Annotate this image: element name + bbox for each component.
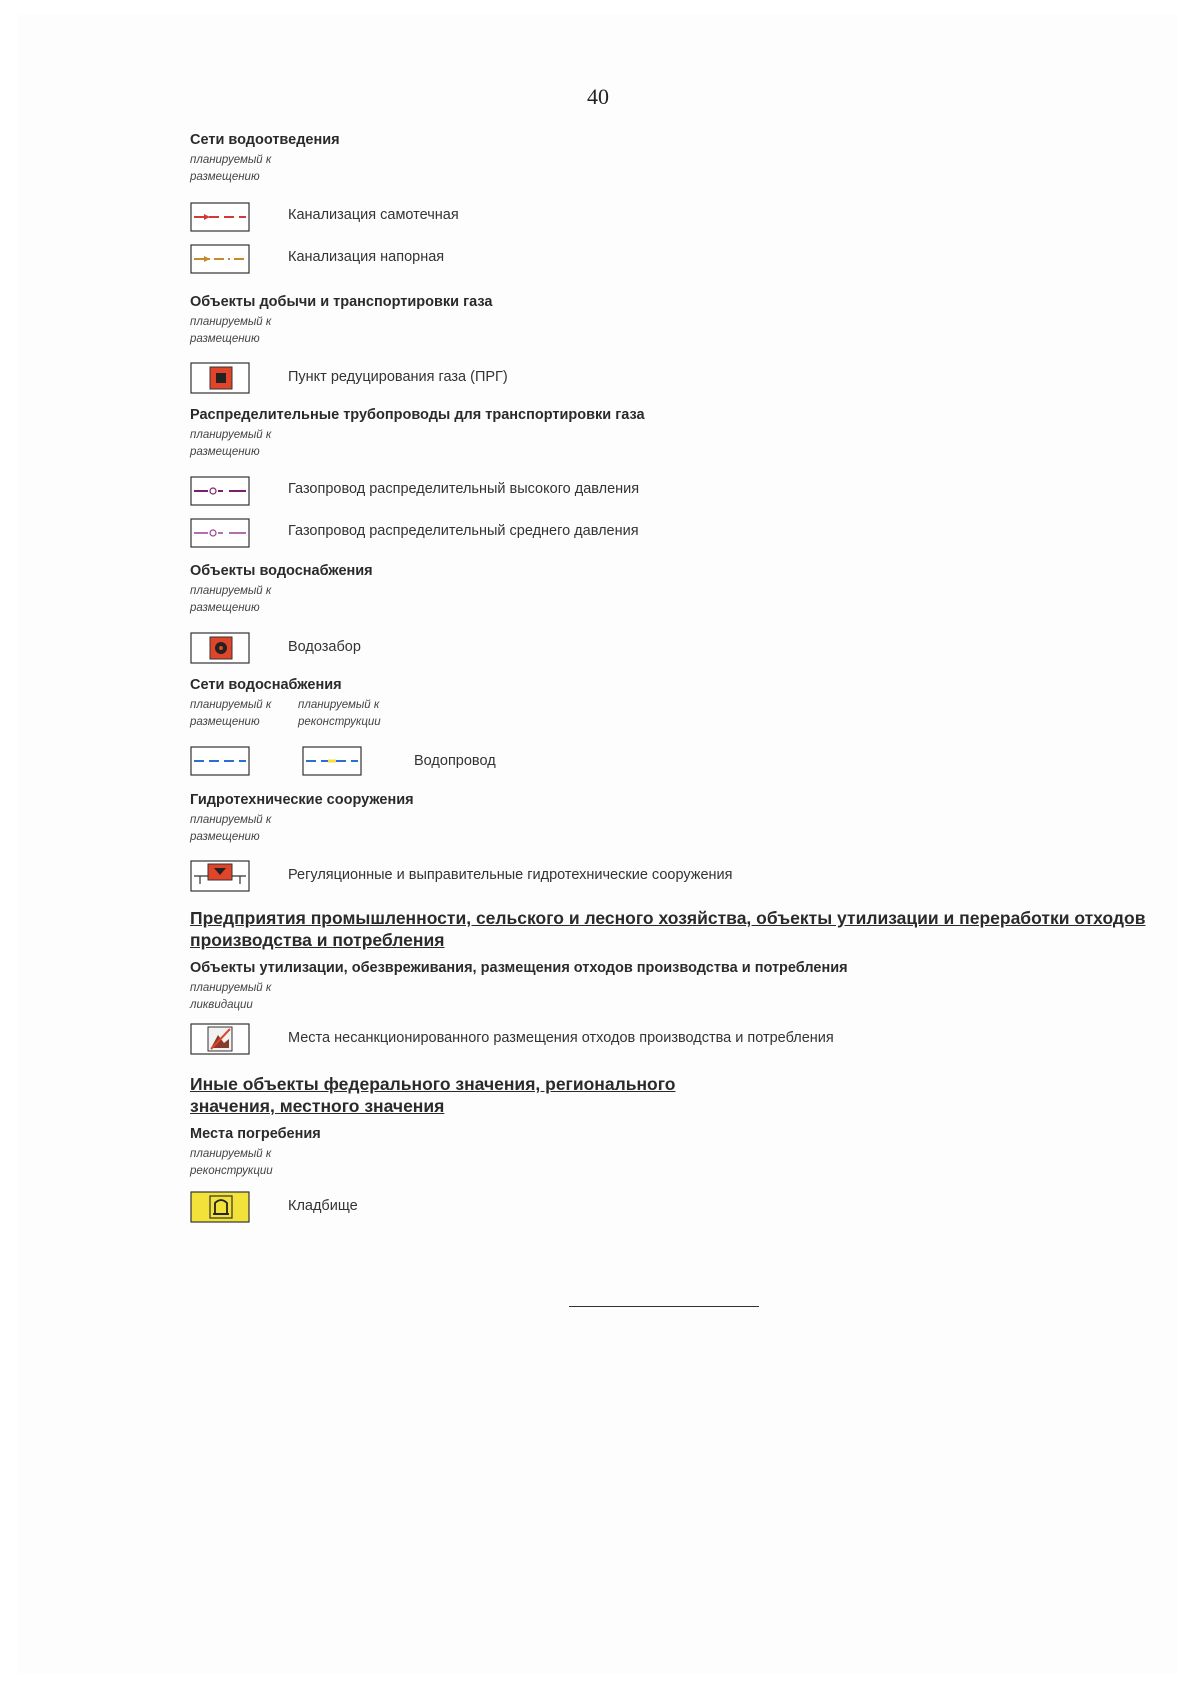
legend-label-water-pipe: Водопровод xyxy=(414,753,496,769)
status-water-nets-reconstruction: планируемый к реконструкции xyxy=(298,699,381,728)
status-gas-objects: планируемый к размещению xyxy=(190,316,272,345)
water-pipe-line-icon xyxy=(190,746,250,776)
legend-label-sewer-pressure: Канализация напорная xyxy=(288,249,445,265)
section-title-waste: Объекты утилизации, обезвреживания, размещения отходов производства и потребления xyxy=(190,960,848,976)
legend-label-sewer-gravity: Канализация самотечная xyxy=(288,207,459,223)
triangle-icon xyxy=(190,860,250,892)
sewer-pressure-line-icon xyxy=(190,244,250,274)
legend-label-water-intake: Водозабор xyxy=(288,639,361,655)
page-number: 40 xyxy=(587,84,609,109)
legend-label-hydro: Регуляционные и выправительные гидротехнические сооружения xyxy=(288,867,733,883)
sewer-gravity-line-icon xyxy=(190,202,250,232)
section-title-gas-pipes: Распределительные трубопроводы для транспортировки газа xyxy=(190,407,645,423)
gas-high-pressure-line-icon xyxy=(190,476,250,506)
status-water-nets-new: планируемый к размещению xyxy=(190,699,272,728)
status-sewer: планируемый к размещению xyxy=(190,154,272,183)
heading-other-objects: Иные объекты федерального значения, регионального значения, местного значения xyxy=(190,1074,676,1116)
legend-label-cemetery: Кладбище xyxy=(288,1198,358,1214)
status-gas-pipes: планируемый к размещению xyxy=(190,429,272,458)
end-rule xyxy=(569,1306,759,1307)
cemetery-icon xyxy=(190,1191,250,1223)
status-water-objects: планируемый к размещению xyxy=(190,585,272,614)
section-title-sewer: Сети водоотведения xyxy=(190,132,340,148)
heading-industry: Предприятия промышленности, сельского и лесного хозяйства, объекты утилизации и переработки отходов производства и потребления xyxy=(190,908,1146,950)
legend-label-prg: Пункт редуцирования газа (ПРГ) xyxy=(288,369,508,385)
circle-dot-icon xyxy=(190,632,250,664)
gas-mid-pressure-line-icon xyxy=(190,518,250,548)
section-title-gas-objects: Объекты добычи и транспортировки газа xyxy=(190,294,493,310)
legend-label-gas-mid: Газопровод распределительный среднего давления xyxy=(288,523,639,539)
water-pipe-reconstruction-line-icon xyxy=(302,746,362,776)
legend-label-waste: Места несанкционированного размещения отходов производства и потребления xyxy=(288,1030,834,1046)
status-burial: планируемый к реконструкции xyxy=(190,1148,273,1177)
section-title-hydro: Гидротехнические сооружения xyxy=(190,792,414,808)
legend-label-gas-high: Газопровод распределительный высокого давления xyxy=(288,481,640,497)
status-hydro: планируемый к размещению xyxy=(190,814,272,843)
section-title-water-nets: Сети водоснабжения xyxy=(190,677,342,693)
waste-icon xyxy=(190,1023,250,1055)
document-page xyxy=(18,14,1178,1674)
status-waste: планируемый к ликвидации xyxy=(190,982,272,1011)
section-title-water-objects: Объекты водоснабжения xyxy=(190,563,373,579)
square-dot-icon xyxy=(190,362,250,394)
section-title-burial: Места погребения xyxy=(190,1126,321,1142)
